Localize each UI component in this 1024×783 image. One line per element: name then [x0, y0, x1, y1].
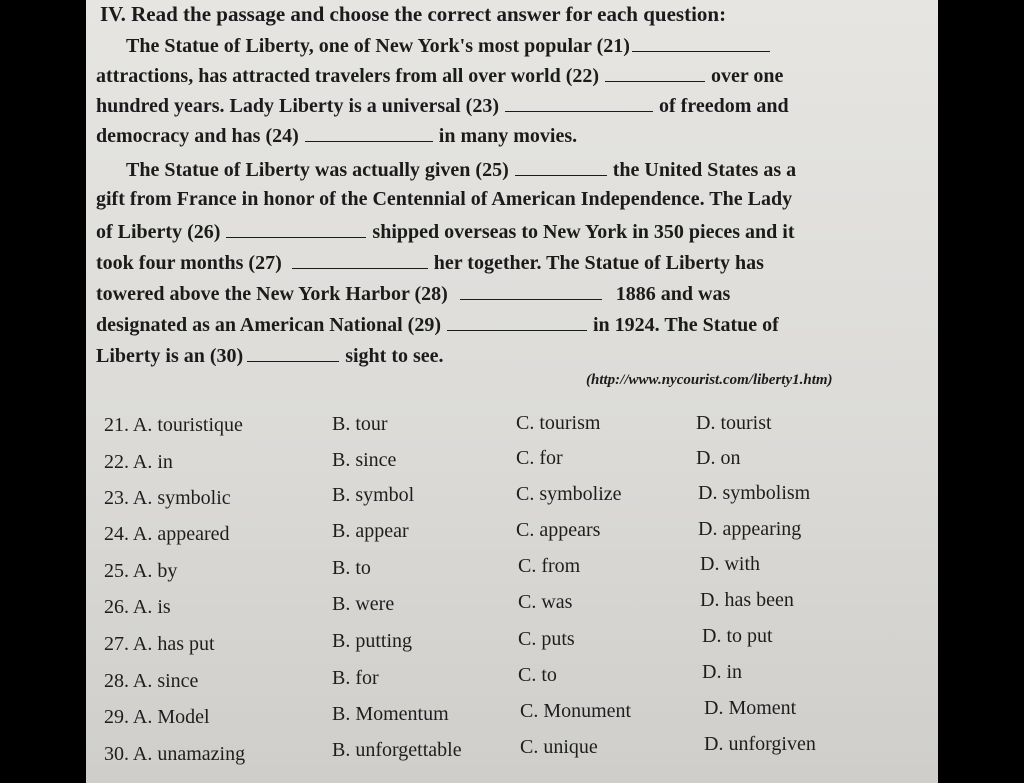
- passage-text: democracy and has (24): [96, 125, 299, 147]
- passage-text: Liberty is an (30): [96, 345, 244, 367]
- option-b: B. since: [332, 449, 397, 471]
- passage-line: [126, 33, 776, 58]
- option-b: B. were: [332, 593, 395, 615]
- option-d: D. has been: [700, 589, 794, 611]
- passage-text: sight to see.: [345, 345, 444, 367]
- option-c: C. was: [518, 591, 573, 613]
- passage-line: [96, 281, 730, 306]
- option-a: 27. A. has put: [104, 633, 215, 655]
- option-b: B. for: [332, 667, 379, 689]
- option-d: D. unforgiven: [704, 733, 816, 755]
- blank-26: [226, 219, 366, 238]
- blank-21: [632, 33, 770, 52]
- passage-text: hundred years. Lady Liberty is a universal (23): [96, 95, 499, 117]
- option-d: D. on: [696, 447, 741, 469]
- option-c: C. to: [518, 664, 557, 686]
- worksheet-page: [86, 0, 938, 783]
- passage-line: [96, 250, 764, 275]
- passage-line: [96, 93, 789, 118]
- option-c: C. appears: [516, 519, 601, 541]
- passage-text: 1886 and was: [615, 283, 731, 305]
- option-a: 25. A. by: [104, 560, 178, 582]
- passage-line: [96, 219, 794, 244]
- passage-text: The Statue of Liberty, one of New York's most popular (21): [126, 35, 630, 57]
- option-c: C. for: [516, 447, 563, 469]
- passage-text: shipped overseas to New York in 350 pieces and it: [372, 221, 795, 243]
- option-b: B. Momentum: [332, 703, 449, 725]
- passage-text: her together. The Statue of Liberty has: [433, 252, 764, 274]
- option-d: D. with: [700, 553, 760, 575]
- option-a: 22. A. in: [104, 451, 173, 473]
- passage-line: [126, 157, 796, 182]
- passage-text: in many movies.: [438, 125, 578, 147]
- option-b: B. to: [332, 557, 371, 579]
- option-a: 30. A. unamazing: [104, 743, 246, 765]
- blank-24: [305, 123, 433, 142]
- exercise-heading: IV. Read the passage and choose the correct answer for each question:: [100, 2, 727, 26]
- option-a: 26. A. is: [104, 596, 171, 618]
- option-c: C. puts: [518, 628, 575, 650]
- passage-line: [96, 123, 577, 148]
- passage-text: in 1924. The Statue of: [593, 314, 779, 336]
- option-b: B. tour: [332, 413, 388, 435]
- blank-22: [605, 63, 705, 82]
- blank-28: [460, 281, 602, 300]
- passage-text: towered above the New York Harbor (28): [96, 283, 448, 305]
- option-a: 24. A. appeared: [104, 523, 230, 545]
- passage-text: The Statue of Liberty was actually given (25): [126, 159, 509, 181]
- passage-text: over one: [711, 65, 784, 87]
- option-d: D. appearing: [698, 518, 802, 540]
- blank-30: [247, 343, 339, 362]
- passage-text: took four months (27): [96, 252, 282, 274]
- option-b: B. putting: [332, 630, 413, 652]
- passage-text: gift from France in honor of the Centennial of American Independence. The Lady: [96, 188, 793, 210]
- option-d: D. to put: [702, 625, 773, 647]
- blank-29: [447, 312, 587, 331]
- passage-line: [96, 63, 783, 88]
- passage-text: attractions, has attracted travelers from all over world (22): [96, 65, 600, 87]
- passage-text: designated as an American National (29): [96, 314, 441, 336]
- option-d: D. tourist: [696, 412, 772, 434]
- option-c: C. tourism: [516, 412, 601, 434]
- option-c: C. unique: [520, 736, 598, 758]
- option-d: D. in: [702, 661, 742, 683]
- option-d: D. symbolism: [698, 482, 811, 504]
- option-c: C. Monument: [520, 700, 632, 722]
- option-a: 28. A. since: [104, 670, 199, 692]
- source-citation: (http://www.nycourist.com/liberty1.htm): [586, 372, 833, 388]
- option-d: D. Moment: [704, 697, 797, 719]
- passage-text: of Liberty (26): [96, 221, 221, 243]
- blank-27: [292, 250, 428, 269]
- option-b: B. unforgettable: [332, 739, 462, 761]
- blank-23: [505, 93, 653, 112]
- option-c: C. symbolize: [516, 483, 622, 505]
- option-c: C. from: [518, 555, 581, 577]
- passage-line: [96, 188, 792, 211]
- option-b: B. appear: [332, 520, 409, 542]
- passage-text: the United States as a: [612, 159, 797, 181]
- passage-line: [96, 312, 779, 337]
- passage-text: of freedom and: [659, 95, 789, 117]
- option-a: 21. A. touristique: [104, 414, 243, 436]
- option-a: 23. A. symbolic: [104, 487, 231, 509]
- option-b: B. symbol: [332, 484, 415, 506]
- option-a: 29. A. Model: [104, 706, 210, 728]
- blank-25: [515, 157, 607, 176]
- passage-line: [96, 343, 444, 368]
